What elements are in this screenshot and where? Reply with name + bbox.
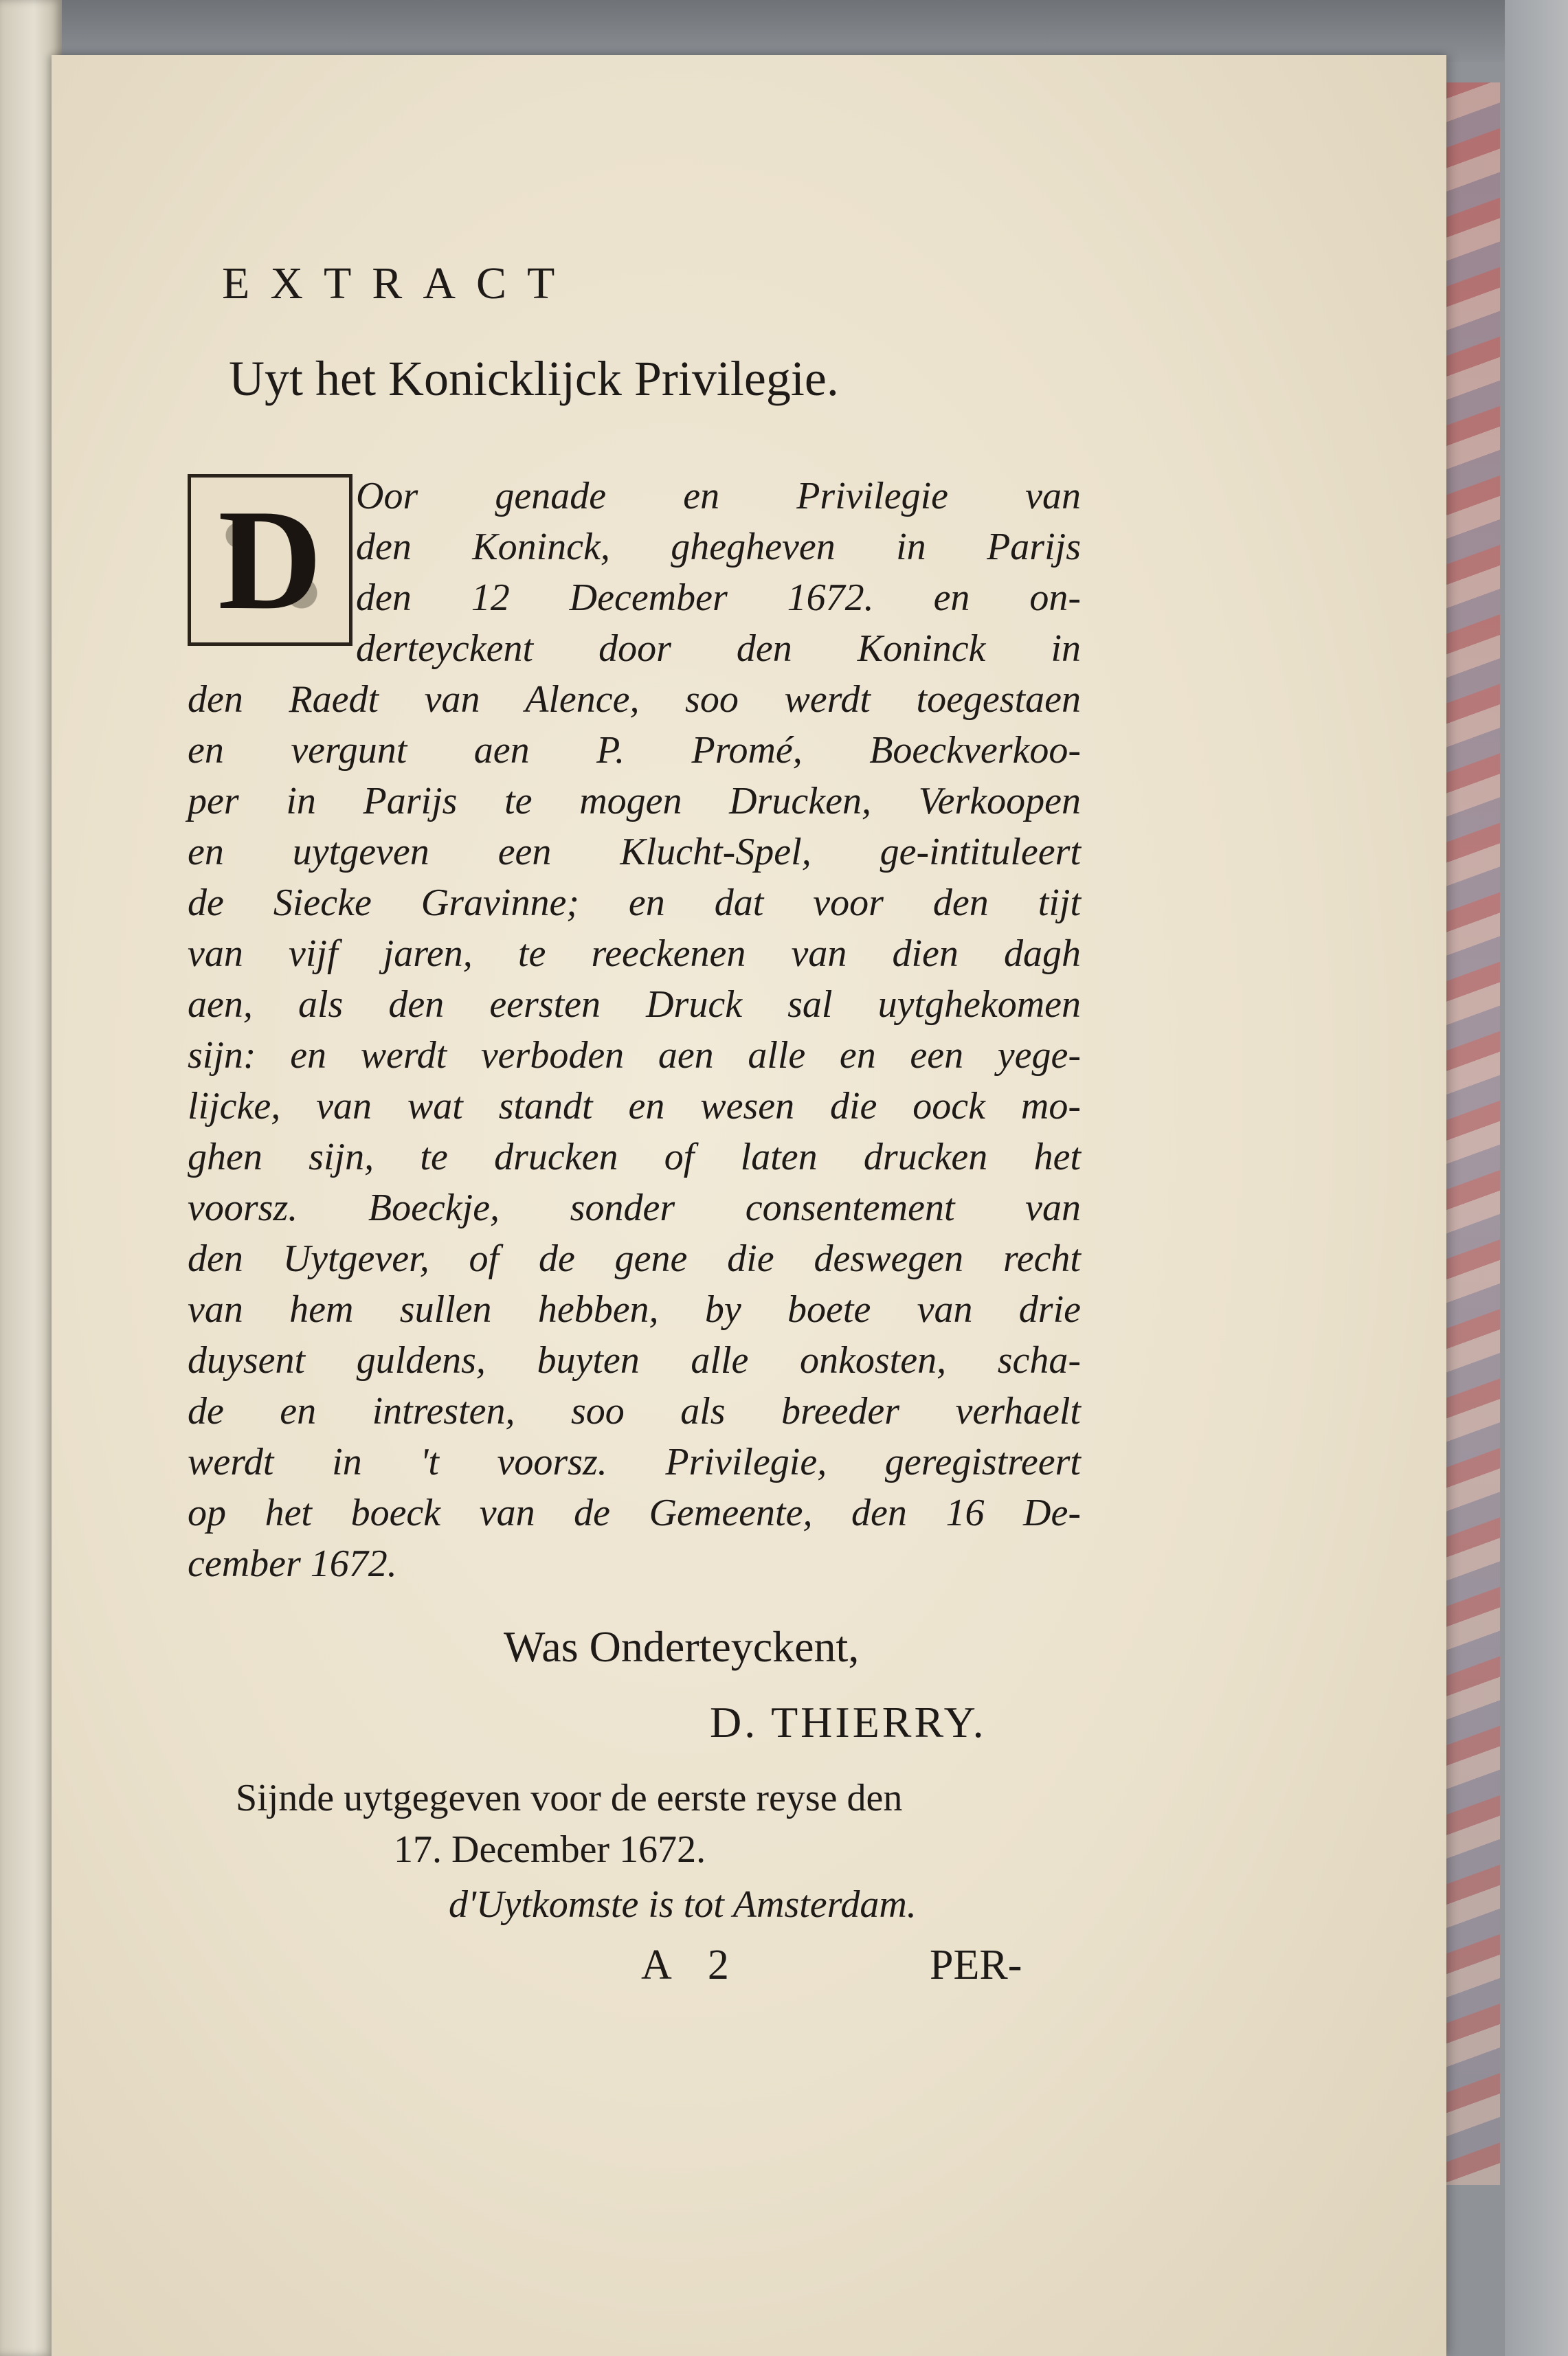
- body-line: Oor genade en Privilegie van: [356, 475, 1081, 517]
- signed-label: Was Onderteyckent,: [504, 1622, 860, 1671]
- body-line: den 12 December 1672. en on-: [356, 576, 1081, 619]
- body-line: ghen sijn, te drucken of laten drucken het: [188, 1136, 1081, 1178]
- body-line: op het boeck van de Gemeente, den 16 De-: [188, 1492, 1081, 1534]
- body-line: cember 1672.: [188, 1542, 397, 1585]
- body-line: den Raedt van Alence, soo werdt toegestaen: [188, 678, 1081, 721]
- body-line: en uytgeven een Klucht-Spel, ge-intituleert: [188, 831, 1081, 873]
- origin-line: d'Uytkomste is tot Amsterdam.: [449, 1883, 917, 1926]
- signature-mark: A 2: [641, 1942, 743, 1988]
- body-line: den Uytgever, of de gene die deswegen recht: [188, 1237, 1081, 1280]
- body-line: van hem sullen hebben, by boete van drie: [188, 1288, 1081, 1331]
- issued-line-1: Sijnde uytgegeven voor de eerste reyse den: [236, 1777, 903, 1819]
- body-line: en vergunt aen P. Promé, Boeckverkoo-: [188, 729, 1081, 772]
- issued-line-2: 17. December 1672.: [394, 1828, 706, 1871]
- decorated-initial: [188, 474, 352, 646]
- body-line: duysent guldens, buyten alle onkosten, scha-: [188, 1339, 1081, 1382]
- body-line: voorsz. Boeckje, sonder consentement van: [188, 1187, 1081, 1229]
- signer-name: D. THIERRY.: [710, 1698, 987, 1747]
- catchword: PER-: [930, 1942, 1022, 1988]
- body-line: de en intresten, soo als breeder verhaelt: [188, 1390, 1081, 1433]
- body-line: derteyckent door den Koninck in: [356, 627, 1081, 670]
- background-top: [0, 0, 1568, 62]
- body-line: aen, als den eersten Druck sal uytghekomen: [188, 983, 1081, 1026]
- body-line: lijcke, van wat standt en wesen die oock mo-: [188, 1085, 1081, 1127]
- body-line: den Koninck, ghegheven in Parijs: [356, 526, 1081, 568]
- page-heading: EXTRACT: [222, 258, 576, 308]
- body-line: sijn: en werdt verboden aen alle en een yege-: [188, 1034, 1081, 1077]
- body-line: per in Parijs te mogen Drucken, Verkoopen: [188, 780, 1081, 822]
- body-line: werdt in 't voorsz. Privilegie, geregistreert: [188, 1441, 1081, 1483]
- background-right: [1505, 0, 1568, 2356]
- body-line: de Siecke Gravinne; en dat voor den tijt: [188, 882, 1081, 924]
- body-line: van vijf jaren, te reeckenen van dien dagh: [188, 932, 1081, 975]
- book-page: [52, 55, 1446, 2356]
- initial-letter: D: [218, 480, 322, 640]
- page-subheading: Uyt het Konicklijck Privilegie.: [229, 351, 839, 406]
